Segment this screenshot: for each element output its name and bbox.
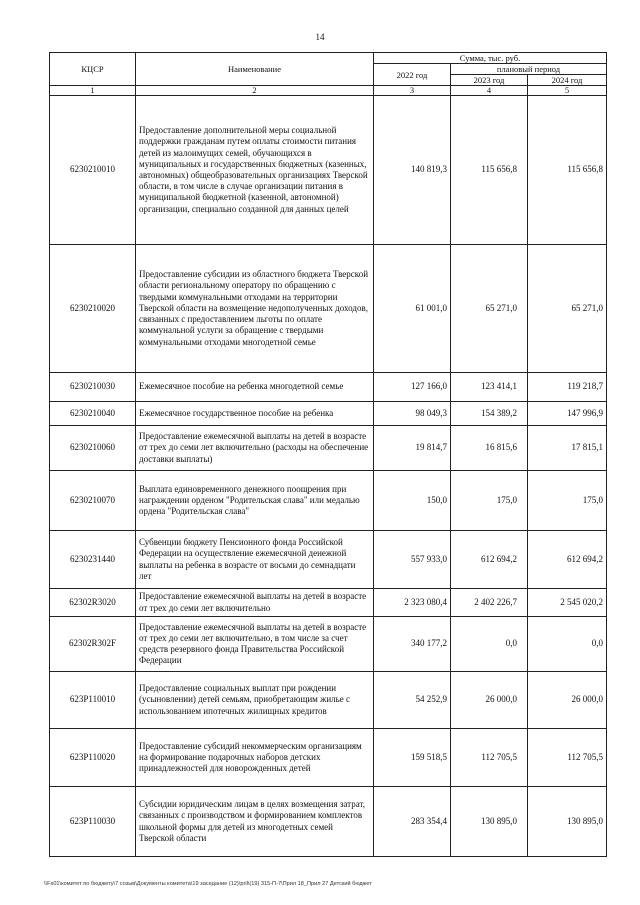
row-value-2024: 65 271,0: [528, 245, 607, 373]
row-name: Предоставление субсидии из областного бюджета Тверской области региональному оператору по обращению с твердыми коммунальными отходами на территории Тверской области на возмещение недополученных доходов, связанных с предоставлением льготы по оплате коммунальной услуги за обращение с твердыми коммунальными отходами многодетной семье: [136, 245, 374, 373]
row-value-2023: 612 694,2: [451, 531, 528, 589]
row-name: Выплата единовременного денежного поощрения при награждении орденом "Родительская слава" или медалью ордена "Родительская слава": [136, 471, 374, 531]
column-index-row: [50, 86, 607, 96]
row-code: 62302R302F: [50, 617, 136, 672]
row-value-2023: 115 656,8: [451, 96, 528, 245]
row-value-2023: 123 414,1: [451, 373, 528, 402]
header-year-2024: 2024 год: [528, 75, 607, 86]
header-sum: Сумма, тыс. руб.: [374, 53, 607, 64]
row-code: 6230231440: [50, 531, 136, 589]
row-value-2022: 159 518,5: [374, 729, 451, 787]
row-value-2024: 147 996,9: [528, 402, 607, 426]
row-code: 6230210070: [50, 471, 136, 531]
row-code: 6230210020: [50, 245, 136, 373]
table-row: [50, 245, 607, 373]
table-row: [50, 787, 607, 857]
row-value-2022: 19 814,7: [374, 426, 451, 471]
row-value-2022: 283 354,4: [374, 787, 451, 857]
row-value-2022: 54 252,9: [374, 672, 451, 729]
header-planning-period: плановый период: [451, 64, 607, 75]
table-row: [50, 471, 607, 531]
row-value-2024: 119 218,7: [528, 373, 607, 402]
row-code: 623P110010: [50, 672, 136, 729]
row-value-2022: 340 177,2: [374, 617, 451, 672]
row-name: Предоставление дополнительной меры социальной поддержки гражданам путем оплаты стоимости питания детей из малоимущих семей, обучающихся в муниципальных и государственных бюджетных (казенных, автономных) общеобразовательных организациях Тверской области, в том числе в случае организации питания в муниципальной бюджетной (казенной, автономной) организации, специально созданной для данных целей: [136, 96, 374, 245]
row-name: Предоставление ежемесячной выплаты на детей в возрасте от трех до семи лет включительно: [136, 589, 374, 617]
table-row: [50, 729, 607, 787]
column-index: 3: [374, 86, 451, 96]
header-year-2022: 2022 год: [374, 64, 451, 86]
header-year-2023: 2023 год: [451, 75, 528, 86]
table-row: [50, 426, 607, 471]
row-value-2022: 140 819,3: [374, 96, 451, 245]
column-index: 2: [136, 86, 374, 96]
column-index: 1: [50, 86, 136, 96]
row-code: 62302R3020: [50, 589, 136, 617]
table-row: [50, 402, 607, 426]
row-value-2023: 16 815,6: [451, 426, 528, 471]
row-name: Предоставление социальных выплат при рождении (усыновлении) детей семьям, приобретающим жилье с использованием ипотечных жилищных кредитов: [136, 672, 374, 729]
row-value-2022: 127 166,0: [374, 373, 451, 402]
row-value-2023: 26 000,0: [451, 672, 528, 729]
header-name: Наименование: [136, 53, 374, 86]
row-code: 6230210040: [50, 402, 136, 426]
row-code: 6230210030: [50, 373, 136, 402]
row-code: 6230210060: [50, 426, 136, 471]
column-index: 5: [528, 86, 607, 96]
page-number: 14: [315, 32, 325, 42]
table-row: [50, 617, 607, 672]
row-name: Предоставление субсидий некоммерческим организациям на формирование подарочных наборов детских принадлежностей для новорожденных детей: [136, 729, 374, 787]
row-value-2023: 65 271,0: [451, 245, 528, 373]
row-name: Субсидии юридическим лицам в целях возмещения затрат, связанных с производством и формированием комплектов школьной формы для детей из многодетных семей Тверской области: [136, 787, 374, 857]
row-value-2024: 130 895,0: [528, 787, 607, 857]
row-code: 6230210010: [50, 96, 136, 245]
row-value-2024: 175,0: [528, 471, 607, 531]
row-value-2023: 0,0: [451, 617, 528, 672]
table-row: [50, 96, 607, 245]
row-code: 623P110030: [50, 787, 136, 857]
row-value-2023: 130 895,0: [451, 787, 528, 857]
row-name: Ежемесячное пособие на ребенка многодетной семье: [136, 373, 374, 402]
row-value-2023: 154 389,2: [451, 402, 528, 426]
row-value-2022: 150,0: [374, 471, 451, 531]
row-value-2022: 557 933,0: [374, 531, 451, 589]
row-value-2022: 2 323 080,4: [374, 589, 451, 617]
budget-table: [49, 52, 607, 857]
row-name: Предоставление ежемесячной выплаты на детей в возрасте от трех до семи лет включительно, в том числе за счет средств резервного фонда Правительства Российской Федерации: [136, 617, 374, 672]
row-code: 623P110020: [50, 729, 136, 787]
table-row: [50, 672, 607, 729]
table-row: [50, 373, 607, 402]
row-value-2024: 26 000,0: [528, 672, 607, 729]
row-value-2023: 112 705,5: [451, 729, 528, 787]
row-value-2024: 2 545 020,2: [528, 589, 607, 617]
table-row: [50, 531, 607, 589]
row-value-2022: 98 049,3: [374, 402, 451, 426]
row-name: Предоставление ежемесячной выплаты на детей в возрасте от трех до семи лет включительно (расходы на обеспечение доставки выплаты): [136, 426, 374, 471]
row-value-2023: 175,0: [451, 471, 528, 531]
row-value-2024: 612 694,2: [528, 531, 607, 589]
row-value-2024: 115 656,8: [528, 96, 607, 245]
column-index: 4: [451, 86, 528, 96]
file-path-footer: \\Fs01\комитет по бюджету\7 созыв\Документы комитета\19 заседание (12)\pril\(19) 315-П-7\Прил 18_Прил 27 Детский бюджет: [44, 881, 372, 887]
row-value-2024: 112 705,5: [528, 729, 607, 787]
table-row: [50, 589, 607, 617]
row-name: Субвенции бюджету Пенсионного фонда Российской Федерации на осуществление ежемесячной денежной выплаты на ребенка в возрасте от восьми до семнадцати лет: [136, 531, 374, 589]
row-name: Ежемесячное государственное пособие на ребенка: [136, 402, 374, 426]
row-value-2024: 0,0: [528, 617, 607, 672]
row-value-2022: 61 001,0: [374, 245, 451, 373]
header-code: КЦСР: [50, 53, 136, 86]
row-value-2024: 17 815,1: [528, 426, 607, 471]
row-value-2023: 2 402 226,7: [451, 589, 528, 617]
